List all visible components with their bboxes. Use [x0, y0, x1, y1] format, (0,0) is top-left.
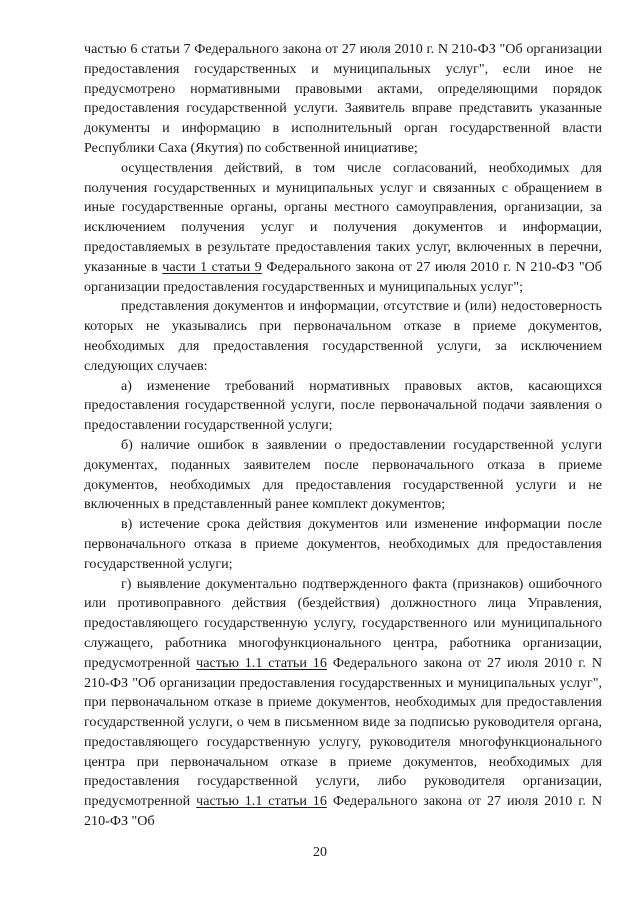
paragraph-1-text: частью 6 статьи 7 Федерального закона от 27 июля 2010 г. N 210-ФЗ "Об организации предоставления государственных и муниципальных услуг", если иное не предусмотрено нормативными правовыми актами, определяющими порядок предоставления государственной услуги. Заявитель вправе представить указанные документы и информацию в исполнительный орган государственной власти Республики Саха (Якутия) по собственной инициативе;: [84, 41, 602, 156]
paragraph-2-text-b: Федерального закона от 27 июля 2010 г. N 210-ФЗ "Об организации предоставления государственных и муниципальных услуг";: [84, 258, 602, 295]
paragraph-3-text: представления документов и информации, отсутствие и (или) недостоверность которых не указывались при первоначальном отказе в приеме документов, необходимых для предоставления государственной услуги, за исключением следующих случаев:: [84, 298, 602, 374]
law-reference-link[interactable]: частью 1.1 статьи 16: [196, 654, 327, 671]
law-reference-link[interactable]: частью 1.1 статьи 16: [196, 793, 327, 810]
law-reference-link[interactable]: части 1 статьи 9: [162, 258, 262, 275]
page-number: 20: [313, 845, 327, 860]
paragraph-4: [84, 377, 602, 436]
document-page: [84, 40, 602, 832]
paragraph-3: [84, 297, 602, 376]
paragraph-4-text: а) изменение требований нормативных правовых актов, касающихся предоставления государственной услуги, после первоначальной подачи заявления о предоставлении государственной услуги;: [84, 377, 602, 434]
paragraph-5: [84, 436, 602, 515]
paragraph-2: [84, 159, 602, 298]
paragraph-5-text: б) наличие ошибок в заявлении о предоставлении государственной услуги документах, поданных заявителем после первоначального отказа в приеме документов, необходимых для предоставления государственной услуги и не включенных в представленный ранее комплект документов;: [84, 436, 602, 513]
paragraph-6-text: в) истечение срока действия документов или изменение информации после первоначального отказа в приеме документов, необходимых для предоставления государственной услуги;: [84, 516, 602, 572]
paragraph-1: [84, 40, 602, 159]
paragraph-6: [84, 515, 602, 574]
paragraph-7-text-a: г) выявление документально подтвержденного факта (признаков) ошибочного или противоправного действия (бездействия) должностного лица Управления, предоставляющего государственную услугу, государственного или муниципального служащего, работника многофункционального центра, работника организации, предусмотренной: [84, 575, 602, 671]
paragraph-7-text-c: Федерального закона от 27 июля 2010 г. N 210-ФЗ "Об: [84, 793, 602, 830]
paragraph-7-text-b: Федерального закона от 27 июля 2010 г. N 210-ФЗ "Об организации предоставления государственных и муниципальных услуг", при первоначальном отказе в приеме документов, необходимых для предоставления государственной услуги, о чем в письменном виде за подписью руководителя органа, предоставляющего государственную услугу, руководителя многофункционального центра при первоначальном отказе в приеме документов, необходимых для предоставления государственной услуги, либо руководителя организации, предусмотренной: [84, 654, 602, 810]
paragraph-2-text-a: осуществления действий, в том числе согласований, необходимых для получения государственных и муниципальных услуг и связанных с обращением в иные государственные органы, органы местного самоуправления, организации, за исключением получения услуг и получения документов и информации, предоставляемых в результате предоставления таких услуг, включенных в перечни, указанные в: [84, 159, 602, 275]
paragraph-7: [84, 575, 602, 832]
